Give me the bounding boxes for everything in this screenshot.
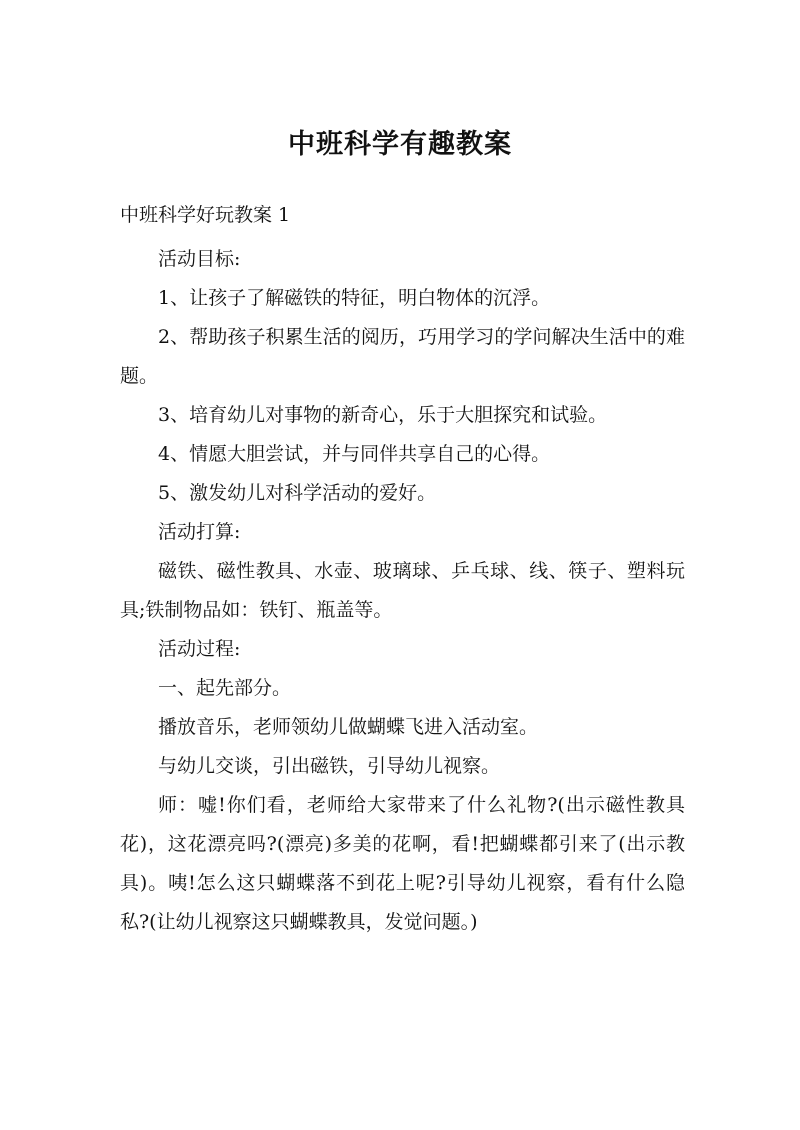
paragraph-part-one: 一、起先部分。 xyxy=(158,677,292,699)
paragraph-goals-heading: 活动目标: xyxy=(158,248,241,270)
paragraph-goal-2: 2、帮助孩子积累生活的阅历，巧用学习的学问解决生活中的难题。 xyxy=(120,326,685,387)
document-body xyxy=(120,240,685,942)
paragraph-materials: 磁铁、磁性教具、水壶、玻璃球、乒乓球、线、筷子、塑料玩具;铁制物品如：铁钉、瓶盖等。 xyxy=(120,560,685,621)
paragraph-goal-1: 1、让孩子了解磁铁的特征，明白物体的沉浮。 xyxy=(158,287,551,309)
paragraph-process-heading: 活动过程: xyxy=(158,638,241,660)
paragraph-talk: 与幼儿交谈，引出磁铁，引导幼儿视察。 xyxy=(158,755,501,777)
document-title: 中班科学有趣教案 xyxy=(288,129,512,160)
section-title: 中班科学好玩教案 1 xyxy=(120,204,291,226)
paragraph-preparation-heading: 活动打算: xyxy=(158,521,241,543)
paragraph-goal-3: 3、培育幼儿对事物的新奇心，乐于大胆探究和试验。 xyxy=(158,404,608,426)
paragraph-goal-4: 4、情愿大胆尝试，并与同伴共享自己的心得。 xyxy=(158,443,551,465)
paragraph-teacher-dialogue: 师：嘘!你们看，老师给大家带来了什么礼物?(出示磁性教具花)，这花漂亮吗?(漂亮)多美的花啊，看!把蝴蝶都引来了(出示教具)。咦!怎么这只蝴蝶落不到花上呢?引导幼儿视察，看有什么隐私?(让幼儿视察这只蝴蝶教具，发觉问题。) xyxy=(120,794,685,933)
paragraph-goal-5: 5、激发幼儿对科学活动的爱好。 xyxy=(158,482,437,504)
paragraph-music: 播放音乐，老师领幼儿做蝴蝶飞进入活动室。 xyxy=(158,716,539,738)
